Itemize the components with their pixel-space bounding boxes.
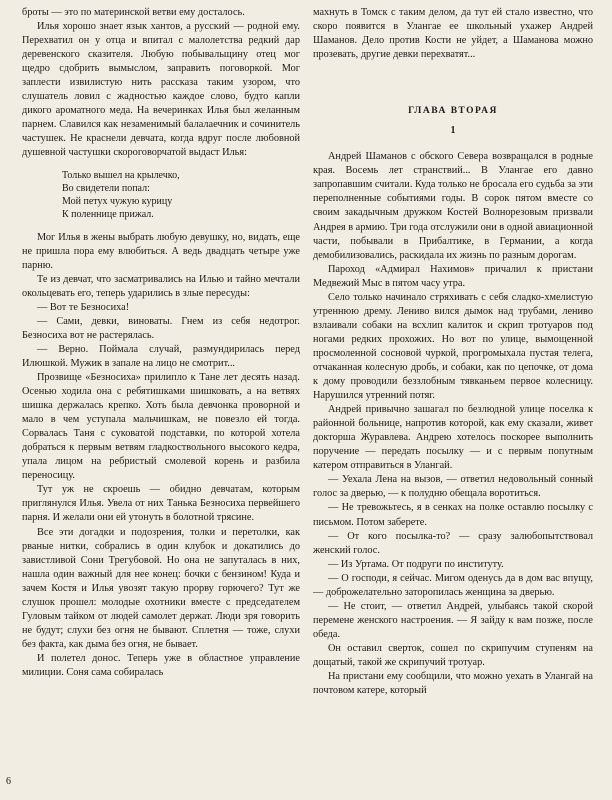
paragraph: Тут уж не скроешь — обидно девчатам, которым приглянулся Илья. Увела от них Танька Безносиха первейшего парня. И желали они ей утонуть в болотной трясине.	[22, 484, 300, 524]
page-number: 6	[6, 776, 11, 787]
section-number: 1	[450, 125, 456, 137]
poem-line: Во свидетели попал:	[62, 182, 150, 194]
paragraph: — Верно. Поймала случай, размундирилась перед Илюшкой. Мужик в запале на лицо не смотрит...	[22, 343, 300, 369]
right-column	[313, 6, 593, 698]
paragraph: Он оставил сверток, сошел по скрипучим ступеням на дощатый, такой же скрипучий тротуар.	[313, 642, 593, 668]
chapter-title: ГЛАВА ВТОРАЯ	[408, 106, 498, 117]
paragraph: — Уехала Лена на вызов, — ответил недовольный сонный голос за дверью, — к полудню обещала воротиться.	[313, 474, 593, 500]
poem-line: Мой петух чужую курицу	[62, 195, 173, 207]
paragraph: Село только начинало стряхивать с себя сладко-хмелистую утреннюю дрему. Лениво вился дымок над трубами, лениво взлаивали собаки на всхлип калиток и скрип тротуаров под ногами редких прохожих. Но вот по улице, вымощенной просмоленной сосновой чуркой, прогромыхала пустая телега, отчаканная колесную дробь, и собаки, как по цепочке, от дома к дому проводили беззлобным тявканьем первое колесницу. Нарушился утренний потяг.	[313, 291, 593, 402]
poem-line: Только вышел на крылечко,	[62, 169, 180, 181]
paragraph: Прозвище «Безносиха» прилипло к Тане лет десять назад. Осенью ходила она с ребятишками шишковать, а на ветвях шишка держалась крепко. Хоть была девчонка проворной и мало в чем уступала мальчишкам, не повезло ей тогда. Сорвалась Таня с суковатой подставки, по которой хотела добраться к первым ветвям гладкоствольного высокого кедра, упала лицом на ребристый смолевой корень и разбила переносицу.	[22, 371, 300, 482]
paragraph: Все эти догадки и подозрения, толки и перетолки, как рваные нитки, собрались в один клубок и докатились до завистливой Сони Трегубовой. Но она не запуталась в них, нашла один важный для нее конец: бочки с бензином! Куда и зачем Костя и Илья увозят такую прорву горючего? Тут же слушок прошел: молодые охотники вместе с председателем Гуловым тайком от людей самолет держат. Люди зря говорить не будут; слухи без огня не бывают. Сплетня — тоже, слухи без факта, как дыма без огня, не бывает.	[22, 526, 300, 650]
paragraph: — От кого посылка-то? — сразу залюбопытствовал женский голос.	[313, 530, 593, 556]
paragraph: Андрей Шаманов с обского Севера возвращался в родные края. Восемь лет странствий... В Улангае его давно запропавшим считали. Куда только не бросала его судьба за эти переполненные событиями годы. В сорок пятом вместе со своим закадычным дружком Костей Волнорезовым призвали Андрея в армию. Три года отслужили они в одной авиационной части, побывали в Прибалтике, в Германии, а когда демобилизовались, раскидала их жизнь по разным дорогам.	[313, 151, 593, 261]
paragraph: — Сами, девки, виноваты. Гнем из себя недотрог. Безносиха вот не растерялась.	[22, 315, 300, 341]
paragraph: — Вот те Безносиха!	[37, 301, 130, 313]
paragraph: Пароход «Адмирал Нахимов» причалил к пристани Медвежий Мыс в пятом часу утра.	[313, 263, 593, 289]
paragraph: Илья хорошо знает язык хантов, а русский — родной ему. Перехватил он у отца и впитал с малолетства редкий дар деревенского сказителя. Любую побывальщину отец мог щедро сдобрить вымыслом, заправить поговоркой. Мог заплести извилистую нить рассказа таким узором, что слушатель ловил с жадностью каждое слово, будто капли дикого ароматного меда. На вечеринках Илья был желанным парнем. Славился как незаменимый балалаечник и сочинитель частушек. Не краснели девчата, когда вдруг после любовной душевной частушки скороговорчатой выдаст Илья:	[22, 21, 300, 159]
paragraph: — Из Уртама. От подруги по институту.	[328, 558, 504, 570]
paragraph: махнуть в Томск с таким делом, да тут ей стало известно, что скоро появится в Улангае ее школьный ухажер Андрей Шаманов. Дело против Кости не уйдет, а Шаманова можно прозевать, другие девки перехватят...	[313, 7, 593, 61]
paragraph: На пристани ему сообщили, что можно уехать в Улангай на почтовом катере, который	[313, 671, 593, 697]
paragraph: броты — это по материнской ветви ему досталось.	[22, 7, 245, 18]
poem	[62, 169, 300, 221]
paragraph: — О господи, я сейчас. Мигом оденусь да в дом вас впущу, — доброжелательно заторопилась женщина за дверью.	[313, 572, 593, 598]
paragraph: Мог Илья в жены выбрать любую девушку, но, видать, еще не пришла пора ему влюбиться. А ведь двадцать четыре уже парню.	[22, 231, 300, 271]
paragraph: И полетел донос. Теперь уже в областное управление милиции. Соня сама собиралась	[22, 652, 300, 678]
paragraph: — Не тревожьтесь, я в сенках на полке оставлю посылку с письмом. Потом заберете.	[313, 502, 593, 528]
paragraph: Те из девчат, что засматривались на Илью и тайно мечтали окольцевать его, теперь ударились в злые пересуды:	[22, 273, 300, 299]
paragraph: Андрей привычно зашагал по безлюдной улице поселка к районной больнице, напротив которой, как ему сказали, живет докторша Журавлева. Андрею хотелось поскорее выполнить поручение — передать посылку — и с первым попутным катером отправиться в Улангай.	[313, 404, 593, 472]
poem-line: К поленнице прижал.	[62, 208, 154, 220]
paragraph: — Не стоит, — ответил Андрей, улыбаясь такой скорой перемене женского настроения. — Я зайду к вам позже, после обеда.	[313, 600, 593, 640]
left-column	[22, 6, 300, 680]
